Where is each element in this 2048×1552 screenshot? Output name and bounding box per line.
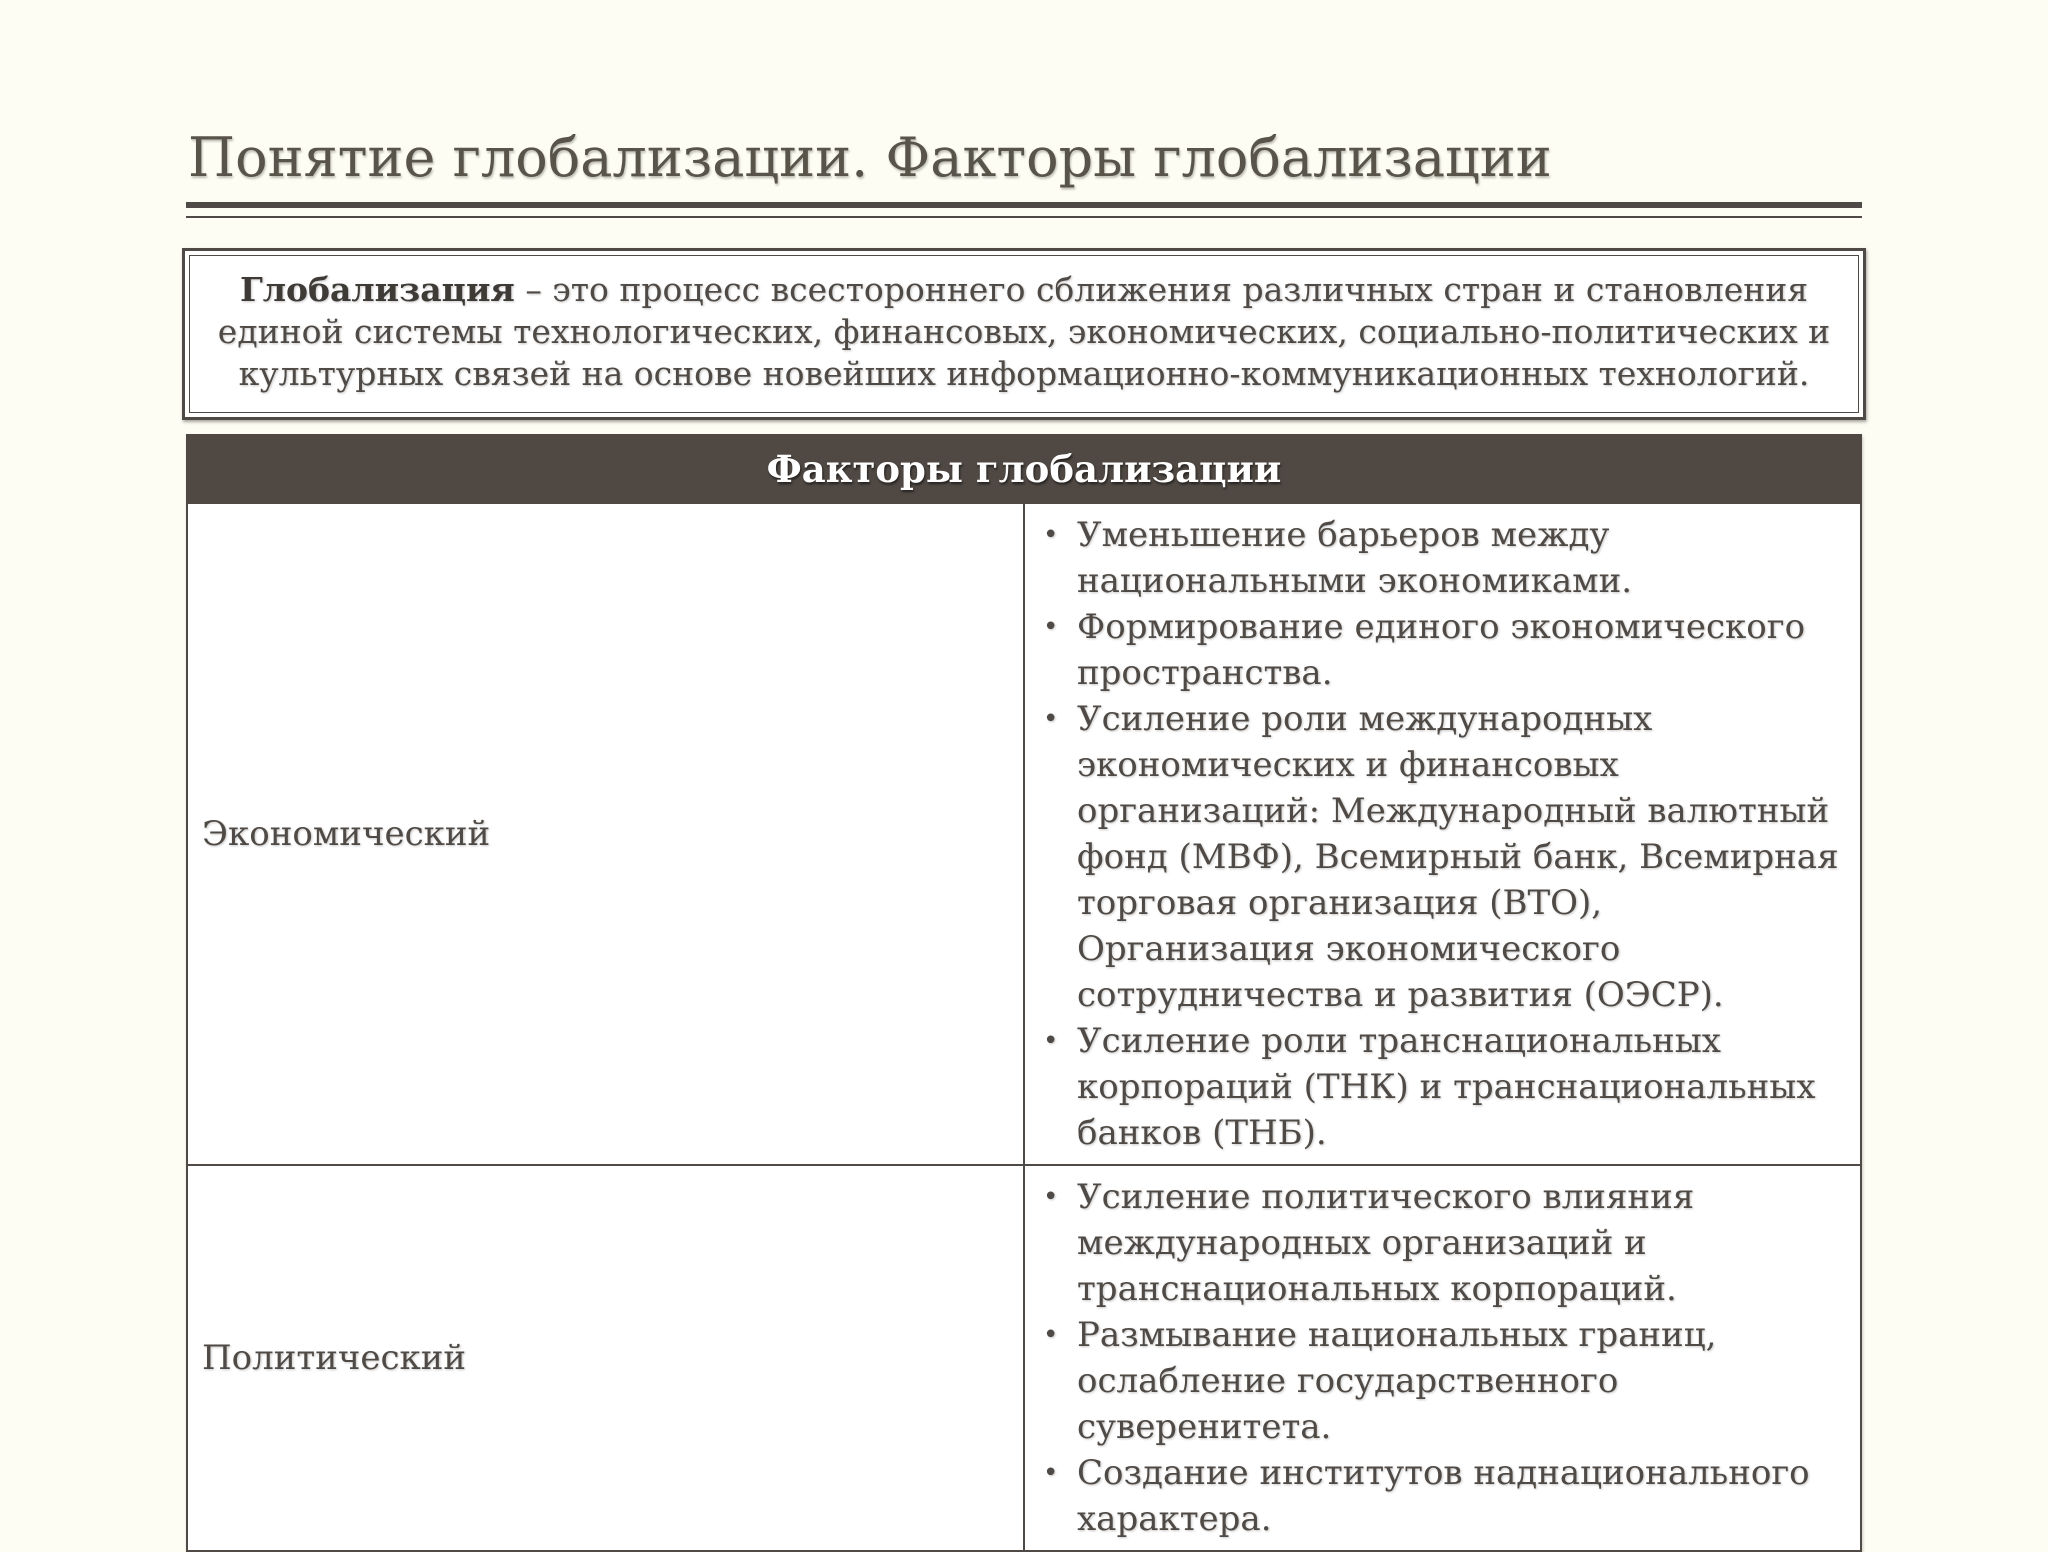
factor-name-economic: Экономический xyxy=(187,503,1024,1165)
table-row-political xyxy=(187,1165,1861,1551)
definition-box xyxy=(182,248,1866,420)
bullet-icon: • xyxy=(1043,612,1059,642)
table-row-economic xyxy=(187,503,1861,1165)
list-item xyxy=(1043,1450,1840,1542)
list-item-text: Создание институтов наднационального характера. xyxy=(1077,1453,1810,1539)
table-header: Факторы глобализации xyxy=(187,435,1861,503)
bullet-icon: • xyxy=(1043,1320,1059,1350)
list-item-text: Усиление политического влияния международных организаций и транснациональных корпораций. xyxy=(1077,1177,1695,1309)
economic-points-list xyxy=(1025,512,1840,1156)
slide-title: Понятие глобализации. Факторы глобализации xyxy=(188,126,1552,189)
list-item-text: Уменьшение барьеров между национальными экономиками. xyxy=(1077,515,1633,601)
bullet-icon: • xyxy=(1043,520,1059,550)
list-item xyxy=(1043,1312,1840,1450)
definition-term: Глобализация xyxy=(239,270,515,309)
title-rule-thick xyxy=(186,202,1862,208)
list-item xyxy=(1043,1018,1840,1156)
list-item xyxy=(1043,1174,1840,1312)
list-item xyxy=(1043,696,1840,1018)
bullet-icon: • xyxy=(1043,704,1059,734)
list-item-text: Усиление роли международных экономических и финансовых организаций: Международный валютный фонд (МВФ), Всемирный банк, Всемирная торговая организация (ВТО), Организация экономического сотрудничества и развития (ОЭСР). xyxy=(1077,699,1839,1015)
factor-points-political xyxy=(1024,1165,1861,1551)
definition-text xyxy=(189,255,1859,413)
political-points-list xyxy=(1025,1174,1840,1542)
list-item-text: Формирование единого экономического пространства. xyxy=(1077,607,1806,693)
definition-body: – это процесс всестороннего сближения различных стран и становления единой системы технологических, финансовых, экономических, социально-политических и культурных связей на основе новейших информационно-коммуникационных технологий. xyxy=(217,270,1831,393)
factors-table xyxy=(186,434,1862,1552)
factor-points-economic xyxy=(1024,503,1861,1165)
list-item xyxy=(1043,604,1840,696)
list-item-text: Усиление роли транснациональных корпораций (ТНК) и транснациональных банков (ТНБ). xyxy=(1077,1021,1816,1153)
bullet-icon: • xyxy=(1043,1182,1059,1212)
list-item xyxy=(1043,512,1840,604)
bullet-icon: • xyxy=(1043,1458,1059,1488)
title-rule-thin xyxy=(186,216,1862,218)
factor-name-political: Политический xyxy=(187,1165,1024,1551)
list-item-text: Размывание национальных границ, ослабление государственного суверенитета. xyxy=(1077,1315,1717,1447)
bullet-icon: • xyxy=(1043,1026,1059,1056)
